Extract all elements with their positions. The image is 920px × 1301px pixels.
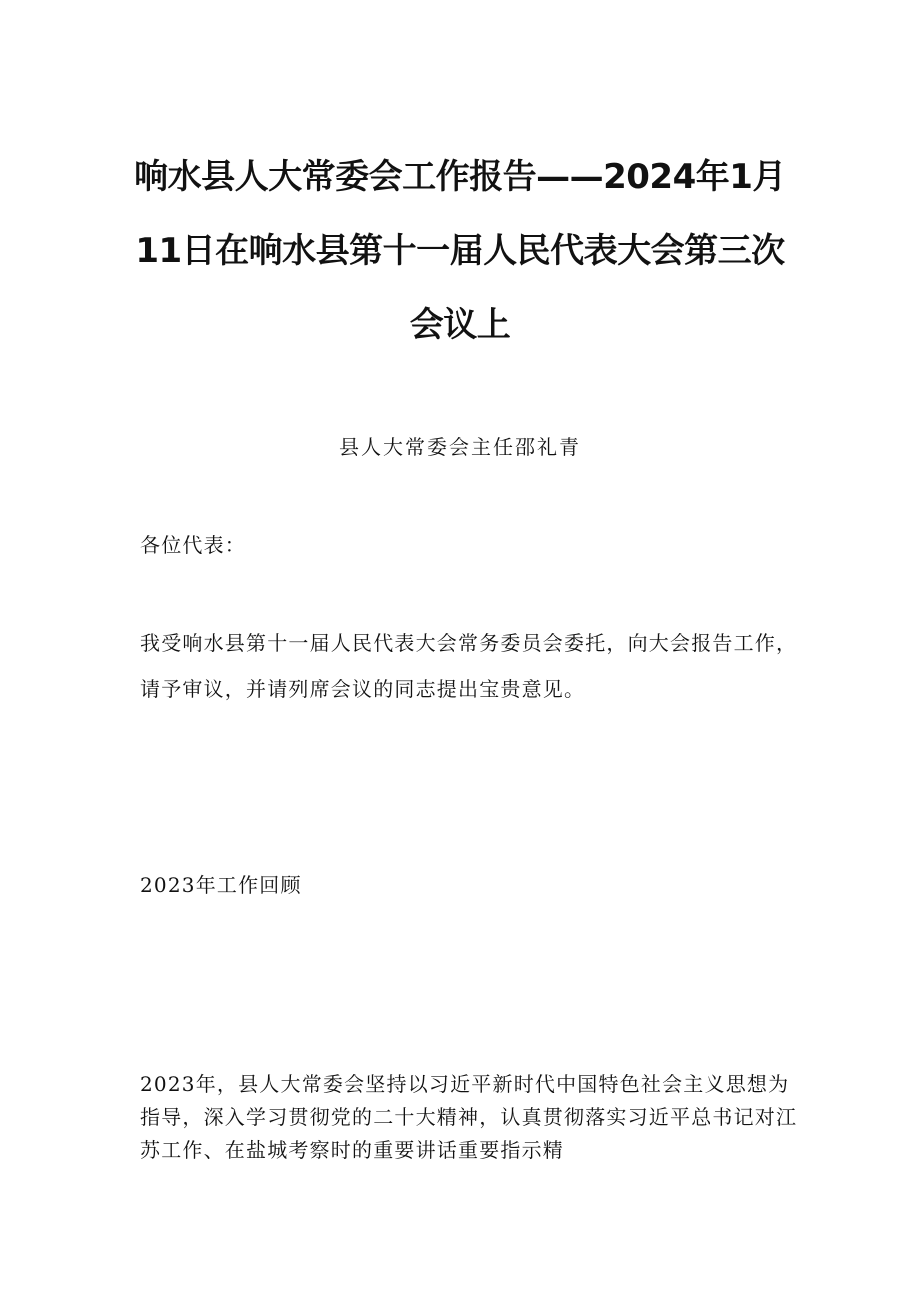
body-paragraph: 2023年，县人大常委会坚持以习近平新时代中国特色社会主义思想为指导，深入学习贯彻党的二十大精神，认真贯彻落实习近平总书记对江苏工作、在盐城考察时的重要讲话重要指示精 [140, 1072, 798, 1162]
author-line: 县人大常委会主任邵礼青 [339, 435, 581, 459]
salutation: 各位代表： [140, 533, 246, 557]
document-title: 响水县人大常委会工作报告——2024年1月11日在响水县第十一届人民代表大会第三次会议上 [134, 157, 786, 345]
section-heading: 2023年工作回顾 [140, 873, 302, 897]
intro-paragraph: 我受响水县第十一届人民代表大会常务委员会委托，向大会报告工作，请予审议，并请列席会议的同志提出宝贵意见。 [140, 631, 798, 701]
